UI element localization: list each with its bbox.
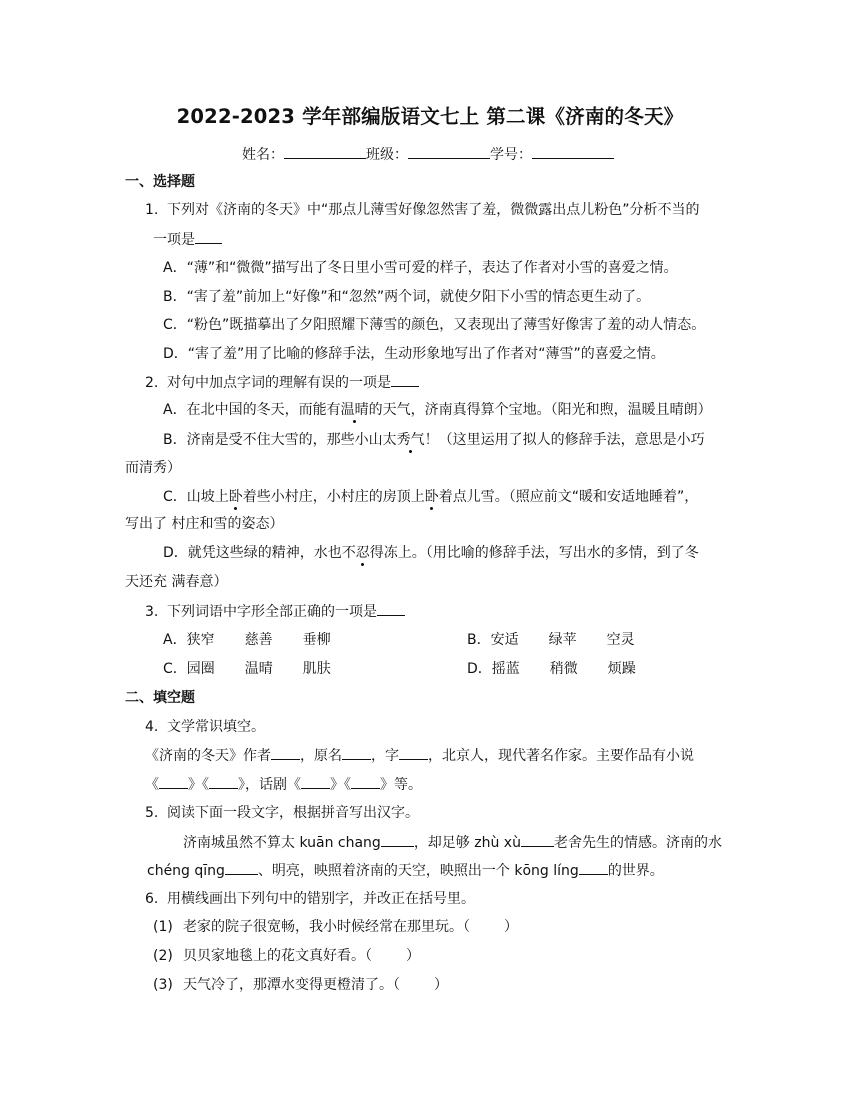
- question-text: ，字: [371, 748, 399, 764]
- option-text: 着点儿雪。（照应前文“暖和安适地睡着”，: [438, 489, 699, 505]
- question-text: 、明亮，映照着济南的天空，映照出一个 kōng líng: [257, 863, 579, 879]
- answer-blank[interactable]: [391, 372, 419, 387]
- question-number: 6.: [145, 891, 159, 907]
- answer-blank[interactable]: [301, 774, 330, 789]
- option-text: 着些小村庄，小村庄的房顶上: [242, 489, 425, 505]
- question-4-line1: [145, 745, 694, 766]
- question-3: [145, 601, 405, 622]
- option-text: C．山坡上: [163, 489, 229, 505]
- dotted-word: 卧: [228, 489, 243, 505]
- option-word: 安适: [490, 632, 519, 648]
- answer-blank[interactable]: [195, 229, 222, 244]
- option-d: [467, 659, 636, 679]
- question-5: [145, 803, 419, 823]
- option-c-cont: 写出了 村庄和雪的姿态）: [125, 516, 284, 532]
- option-a: [163, 630, 331, 650]
- option-c: C．“粉色”既描摹出了夕阳照耀下薄雪的颜色，又表现出了薄雪好像害了羞的动人情态。: [163, 317, 706, 333]
- answer-blank[interactable]: [351, 774, 380, 789]
- question-text: 下列对《济南的冬天》中“那点儿薄雪好像忽然害了羞，微微露出点儿粉色”分析不当的: [167, 202, 700, 218]
- page-title: 2022-2023 学年部编版语文七上 第二课《济南的冬天》: [176, 105, 684, 128]
- answer-blank[interactable]: [271, 745, 300, 760]
- option-word: 空灵: [606, 632, 635, 648]
- option-c: [163, 659, 331, 679]
- question-text: ，北京人，现代著名作家。主要作品有小说: [428, 748, 694, 764]
- sub-item-text: ）: [406, 948, 420, 964]
- sub-item-text: 老家的院子很宽畅，我小时候经常在那里玩。（: [183, 919, 470, 935]
- question-text: 《: [145, 777, 159, 793]
- answer-blank[interactable]: [342, 745, 371, 760]
- answer-blank[interactable]: [521, 832, 554, 847]
- question-text: 下列词语中字形全部正确的一项是: [167, 604, 377, 620]
- option-word: 肌肤: [302, 661, 331, 677]
- sub-item-text: ）: [434, 977, 448, 993]
- option-letter: B．: [467, 632, 491, 648]
- sub-item-1: [153, 917, 518, 937]
- question-text: 》《: [330, 777, 351, 793]
- option-letter: A．: [163, 632, 187, 648]
- option-d: [163, 543, 699, 563]
- answer-blank[interactable]: [377, 601, 405, 616]
- question-2: [145, 372, 419, 393]
- option-b: [163, 430, 705, 450]
- option-word: 慈善: [244, 632, 273, 648]
- dotted-word: 不忍得: [341, 545, 384, 561]
- class-label: 班级：: [366, 147, 408, 163]
- option-b-cont: 而清秀）: [125, 460, 181, 476]
- id-label: 学号：: [490, 147, 532, 163]
- question-text: 用横线画出下列句中的错别字，并改正在括号里。: [167, 891, 475, 907]
- option-word: 垂柳: [302, 632, 331, 648]
- option-word: 绿苹: [548, 632, 577, 648]
- question-text: ，原名: [300, 748, 342, 764]
- question-text: 》等。: [380, 777, 422, 793]
- option-letter: D．: [467, 661, 492, 677]
- sub-item-number: (2): [153, 948, 173, 964]
- question-1: [145, 200, 700, 220]
- question-text: ，却足够 zhù xù: [413, 835, 521, 851]
- question-number: 4.: [145, 719, 159, 735]
- option-b: [467, 630, 635, 650]
- option-text: 的天气，济南真得算个宝地。（阳光和煦，温暖且晴朗）: [368, 402, 712, 418]
- answer-blank[interactable]: [209, 774, 238, 789]
- dotted-word: 卧: [424, 489, 439, 505]
- dotted-word: 秀气: [396, 432, 425, 448]
- option-a: A．“薄”和“微微”描写出了冬日里小雪可爱的样子，表达了作者对小雪的喜爱之情。: [163, 260, 678, 276]
- option-letter: C．: [163, 661, 187, 677]
- question-6: [145, 889, 475, 909]
- class-blank[interactable]: [408, 144, 490, 159]
- sub-item-number: (1): [153, 919, 173, 935]
- sub-item-text: 贝贝家地毯上的花文真好看。（: [183, 948, 372, 964]
- question-text: 文学常识填空。: [167, 719, 265, 735]
- option-word: 园圈: [186, 661, 215, 677]
- option-word: 温晴: [244, 661, 273, 677]
- option-b: B．“害了羞”前加上“好像”和“忽然”两个词，就使夕阳下小雪的情态更生动了。: [163, 289, 651, 305]
- question-text: 一项是: [153, 232, 195, 248]
- option-d-cont: 天还充 满春意）: [125, 574, 228, 590]
- sub-item-number: (3): [153, 977, 173, 993]
- question-text: 的世界。: [607, 863, 664, 879]
- sub-item-3: [153, 975, 448, 995]
- question-4-line2: [145, 774, 422, 795]
- option-text: A．在北中国的冬天，而能有: [163, 402, 341, 418]
- question-number: 1.: [145, 202, 159, 218]
- answer-blank[interactable]: [225, 860, 258, 875]
- question-1-cont: [153, 229, 222, 250]
- option-word: 稍微: [549, 661, 578, 677]
- option-text: B．济南是受不住大雪的，那些小山太: [163, 432, 397, 448]
- answer-blank[interactable]: [579, 860, 608, 875]
- option-d: D．“害了羞”用了比喻的修辞手法，生动形象地写出了作者对“薄雪”的喜爱之情。: [163, 346, 665, 362]
- dotted-word: 温晴: [340, 402, 369, 418]
- option-text: D．就凭这些绿的精神，水也: [163, 545, 342, 561]
- name-blank[interactable]: [284, 144, 366, 159]
- id-blank[interactable]: [532, 144, 614, 159]
- question-number: 5.: [145, 805, 159, 821]
- option-text: ！（这里运用了拟人的修辞手法，意思是小巧: [424, 432, 705, 448]
- student-info-line: [242, 144, 614, 164]
- sub-item-text: ）: [504, 919, 518, 935]
- answer-blank[interactable]: [159, 774, 188, 789]
- question-5-line1: [183, 832, 722, 853]
- question-text: chéng qīng: [147, 863, 225, 879]
- question-number: 3.: [145, 604, 159, 620]
- option-word: 摇蓝: [491, 661, 520, 677]
- question-text: 对句中加点字词的理解有误的一项是: [167, 375, 391, 391]
- option-word: 狭窄: [186, 632, 215, 648]
- question-text: 老舍先生的情感。济南的水: [553, 835, 722, 851]
- question-text: 》《: [188, 777, 209, 793]
- option-word: 烦躁: [607, 661, 636, 677]
- sub-item-2: [153, 946, 420, 966]
- question-text: 《济南的冬天》作者: [145, 748, 271, 764]
- answer-blank[interactable]: [399, 745, 428, 760]
- name-label: 姓名：: [242, 147, 284, 163]
- option-c: [163, 487, 698, 507]
- question-text: 济南城虽然不算太 kuān chang: [183, 835, 381, 851]
- question-number: 2.: [145, 375, 159, 391]
- option-text: 冻上。（用比喻的修辞手法，写出水的多情，到了冬: [383, 545, 699, 561]
- question-text: 》，话剧《: [238, 777, 301, 793]
- question-5-line2: [147, 860, 664, 881]
- question-4: [145, 717, 265, 737]
- answer-blank[interactable]: [381, 832, 414, 847]
- section-heading-choice: 一、选择题: [125, 174, 195, 190]
- question-text: 阅读下面一段文字，根据拼音写出汉字。: [167, 805, 419, 821]
- option-a: [163, 400, 712, 420]
- sub-item-text: 天气冷了，那潭水变得更橙清了。（: [183, 977, 400, 993]
- section-heading-fill: 二、填空题: [125, 690, 195, 706]
